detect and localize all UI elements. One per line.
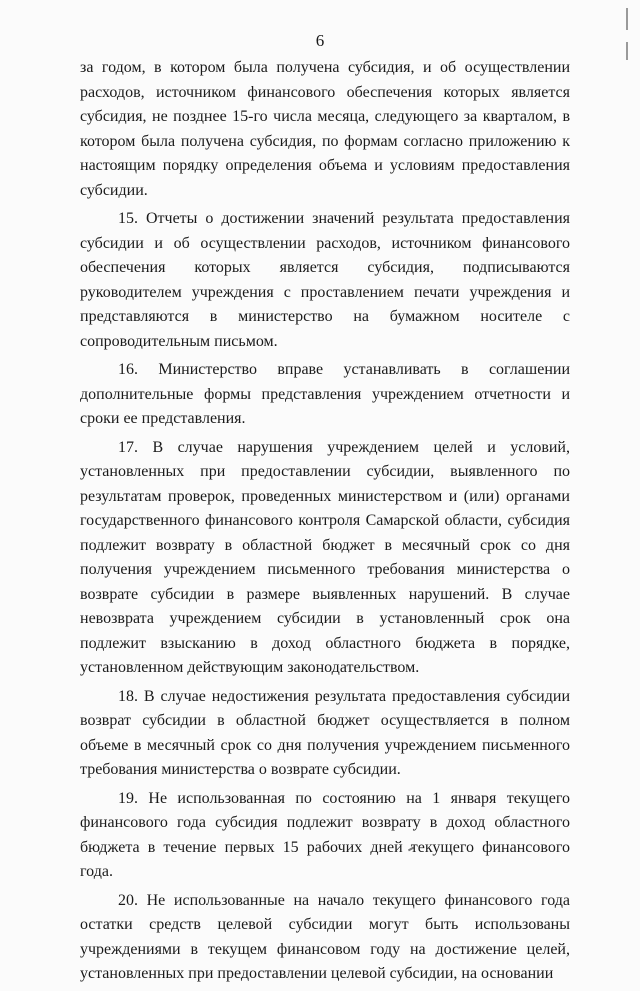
paragraph-continuation: за годом, в котором была получена субсидия, и об осуществлении расходов, источником финансового обеспечения которых является субсидия, не позднее 15-го числа месяца, следующего за кварталом, в котором была получена субсидия, по формам согласно приложению к настоящим порядку определения объема и условиям предоставления субсидии. (80, 59, 570, 199)
page-number: 6 (315, 31, 325, 50)
scan-artifact-mark (626, 8, 628, 30)
paragraph-item-17: 17. В случае нарушения учреждением целей и условий, установленных при предоставлении субсидии, выявленного по результатам проверок, проведенных министерством и (или) органами государственного финансового контроля Самарской области, субсидия подлежит возврату в областной бюджет в месячный срок со дня получения учреждением письменного требования министерства о возврате субсидии в размере выявленных нарушений. В случае невозврата учреждением субсидии в установленный срок она подлежит взысканию в доход областного бюджета в порядке, установленном действующим законодательством. (80, 438, 570, 676)
paragraph-item-15: 15. Отчеты о достижении значений результата предоставления субсидии и об осуществлении расходов, источником финансового обеспечения которых является субсидия, подписываются руководителем учреждения с проставлением печати учреждения и представляются в министерство на бумажном носителе с сопроводительным письмом. (80, 210, 570, 350)
paragraph-item-19: 19. Не использованная по состоянию на 1 января текущего финансового года субсидия подлежит возврату в доход областного бюджета в течение первых 15 рабочих дней текущего финансового года. (80, 789, 570, 880)
paragraph-item-18: 18. В случае недостижения результата предоставления субсидии возврат субсидии в областной бюджет осуществляется в полном объеме в месячный срок со дня получения учреждением письменного требования министерства о возврате субсидии. (80, 687, 570, 778)
paragraph-item-16: 16. Министерство вправе устанавливать в соглашении дополнительные формы представления учреждением отчетности и сроки ее представления. (80, 361, 570, 427)
paragraph-item-20: 20. Не использованные на начало текущего финансового года остатки средств целевой субсидии могут быть использованы учреждениями в текущем финансовом году на достижение целей, установленных при предоставлении целевой субсидии, на основании (80, 891, 570, 982)
document-body (80, 56, 570, 991)
